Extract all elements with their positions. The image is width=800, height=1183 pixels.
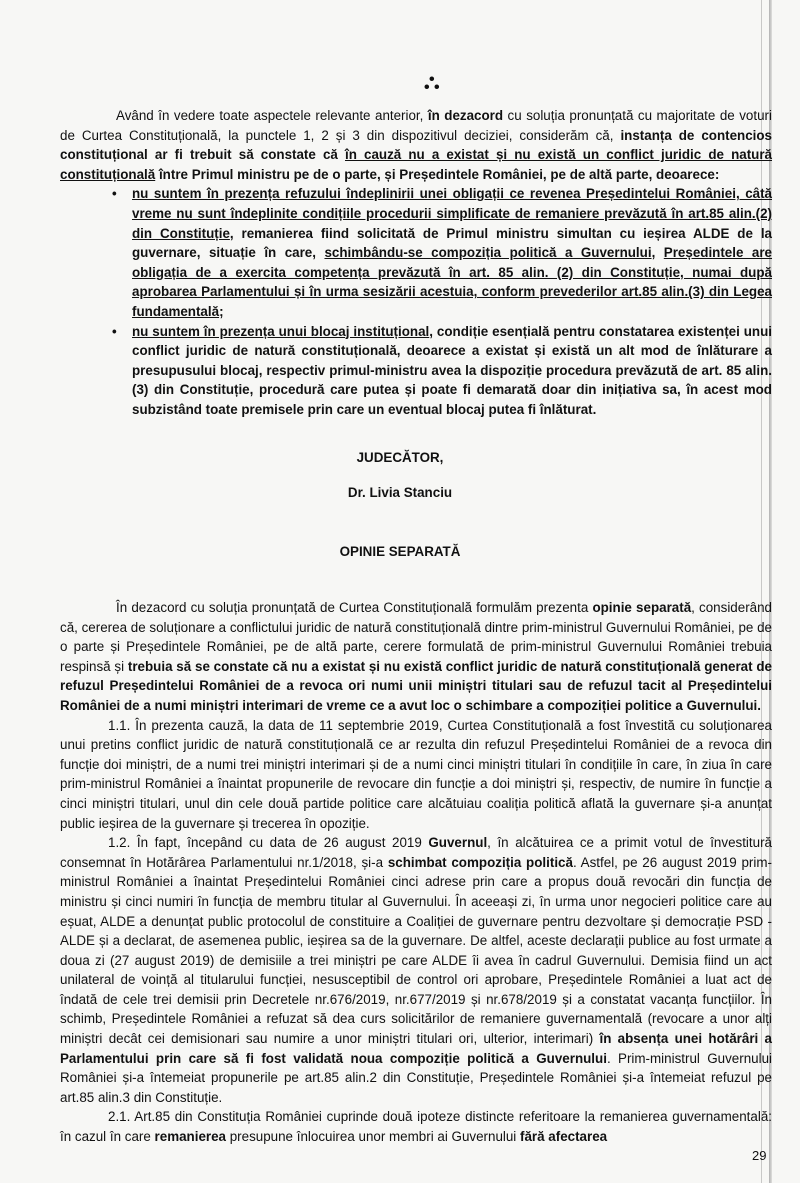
reason-item: • nu suntem în prezența refuzului îndeplinirii unei obligații ce revenea Președintelui României, câtă vreme nu sunt îndeplinite condițiile procedurii simplificate de remaniere prevăzută în art.85 alin.(2) din Constituție, remanierea fiind solicitată de Primul ministru simultan cu ieșirea ALDE de la guvernare, situație în care, schimbându-se compoziția politică a Guvernului, Președintele are obligația de a exercita competența prevăzută în art. 85 alin. (2) din Constituție, numai după aprobarea Parlamentului și în urma sesizării acestuia, conform prevederilor art.85 alin.(3) din Legea fundamentală; xyxy=(132,184,772,321)
separate-opinion-heading: OPINIE SEPARATĂ xyxy=(339,544,461,559)
opinion-one-intro: Având în vedere toate aspectele relevante anterior, în dezacord cu soluția pronunțată cu majoritate de voturi de Curtea Constituțională, la punctele 1, 2 și 3 din dispozitivul deciziei, considerăm că, instanța de contencios constituțional ar fi trebuit să constate că în cauză nu a existat și nu există un conflict juridic de natură constituțională între Primul ministru pe de o parte, și Președintele României, pe de altă parte, deoarece: xyxy=(60,108,773,182)
separator-dots: • • • xyxy=(424,71,440,96)
opinion-two-body xyxy=(60,598,772,1147)
opinion-one-reasons xyxy=(60,184,772,419)
judge-role: JUDECĂTOR, xyxy=(356,450,444,465)
judge-name: Dr. Livia Stanciu xyxy=(347,485,453,500)
page-number: 29 xyxy=(752,1148,767,1163)
opinion-two-intro: În dezacord cu soluția pronunțată de Curtea Constituțională formulăm prezenta opinie separată, considerând că, cererea de soluționare a conflictului juridic de natură constituțională dintre prim-ministrul Guvernului României, pe de o parte și Președintele României, pe de altă parte, cerere formulată de prim-ministrul Guvernului României trebuia respinsă și trebuia să se constate că nu a existat și nu există conflict juridic de natură constituțională generat de refuzul Președintelui României de a revoca ori numi unii miniștri titulari sau de refuzul tacit al Președintelui României de a numi miniștri interimari de vreme ce a avut loc o schimbare a compoziției politice a Guvernului. xyxy=(60,600,772,713)
paragraph-1-2: 1.2. În fapt, începând cu data de 26 august 2019 Guvernul, în alcătuirea ce a primit votul de învestitură consemnat în Hotărârea Parlamentului nr.1/2018, și-a schimbat compoziția politică. Astfel, pe 26 august 2019 prim-ministrul României a înaintat Președintelui României cinci adrese prin care a propus două revocări din funcția de ministru și cinci numiri în funcția de membru titular al Guvernului. În aceeași zi, în urma unor negocieri politice care au eșuat, ALDE a denunțat public protocolul de constituire a Coaliției de guvernare pentru dezvoltare și democrație PSD - ALDE și a declarat, de asemenea public, ieșirea sa de la guvernare. De altfel, aceste declarații publice au fost urmate a doua zi (27 august 2019) de demisiile a trei miniștri pe care ALDE îi avea în cadrul Guvernului. Demisia fiind un act unilateral de voință al titularului funcției, nesusceptibil de control ori aprobare, Președintele României a luat act de îndată de cele trei demisii prin Decretele nr.676/2019, nr.677/2019 și nr.678/2019 și a constatat vacanța funcțiilor. În schimb, Președintele României a refuzat să dea curs solicitărilor de remaniere guvernamentală (revocare a unor alți miniștri decât cei demisionari sau numire a unor miniștri titulari ori, ulterior, interimari) în absența unei hotărâri a Parlamentului prin care să fi fost validată noua compoziție politică a Guvernului. Prim-ministrul Guvernului României și-a întemeiat propunerile pe art.85 alin.2 din Constituție, Președintele României și-a întemeiat refuzul pe art.85 alin.3 din Constituție. xyxy=(60,835,772,1105)
reason-item: • nu suntem în prezența unui blocaj instituțional, condiție esențială pentru constatarea existenței unui conflict juridic de natură constituțională, deoarece a existat și există un alt mod de înlăturare a presupusului blocaj, respectiv primul-ministru avea la dispoziție procedura prevăzută de art. 85 alin. (3) din Constituție, procedură care putea și poate fi demarată doar din inițiativa sa, în acest mod subzistând toate premisele prin care un eventual blocaj putea fi înlăturat. xyxy=(132,322,772,420)
paragraph-1-1: 1.1. În prezenta cauză, la data de 11 septembrie 2019, Curtea Constituțională a fost învestită cu soluționarea unui pretins conflict juridic de natură constituțională ce ar rezulta din refuzul Președintelui României de a revoca din funcție doi miniștri, de a numi trei miniștri interimari și de a numi cinci miniștri titulari în condițiile în care, în ziua în care prim-ministrul României a înaintat propunerile de revocare din funcție a doi miniștri și, respectiv, de numire în funcție a cinci miniștri titulari, unul din cele două partide politice care alcătuiau coaliția politică aflată la guvernare și-a anunțat public ieșirea de la guvernare și trecerea în opoziție. xyxy=(60,717,772,831)
opinion-one-body xyxy=(60,106,772,420)
paragraph-2-1: 2.1. Art.85 din Constituția României cuprinde două ipoteze distincte referitoare la remanierea guvernamentală: în cazul în care remanierea presupune înlocuirea unor membri ai Guvernului fără afectarea xyxy=(60,1109,772,1145)
